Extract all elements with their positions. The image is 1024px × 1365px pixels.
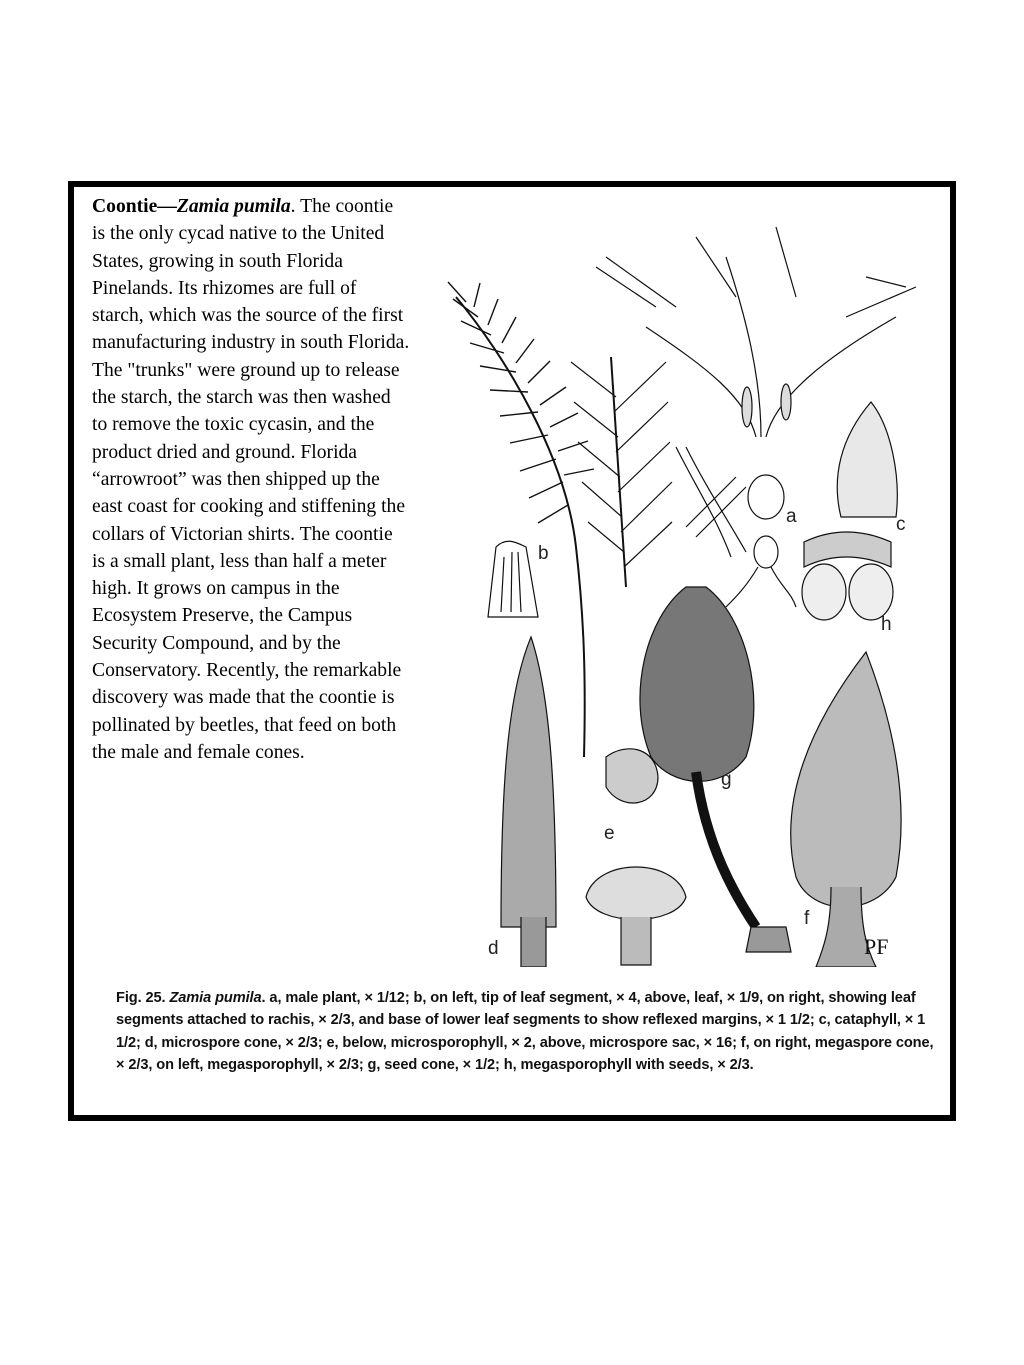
label-h: h [881, 614, 892, 635]
leaf-leaflets [448, 282, 594, 523]
cataphyll [837, 402, 897, 517]
label-e: e [604, 823, 615, 844]
artist-initials: PF [864, 934, 889, 959]
figure-caption [116, 987, 936, 1077]
label-g: g [721, 769, 732, 790]
label-a: a [786, 506, 797, 527]
common-name: Coontie— [92, 196, 177, 217]
label-c: c [896, 514, 906, 535]
botanical-illustration [446, 197, 936, 967]
figure-frame [68, 181, 956, 1121]
species-description [92, 193, 410, 766]
megasporophyll-h [802, 532, 893, 620]
scientific-name: Zamia pumila [176, 196, 291, 217]
caption-prefix: Fig. 25. [116, 990, 170, 1006]
description-body: . The coontie is the only cycad native to the United States, growing in south Florida Pinelands. Its rhizomes are full of starch, which was the source of the first manufacturing industry in south Florida. The "trunks" were ground up to release the starch, the starch was then washed to remove the toxic cycasin, and the product dried and ground. Florida “arrowroot” was then shipped up the east coast for cooking and stiffening the collars of Victorian shirts. The coontie is a small plant, less than half a meter high. It grows on campus in the Ecosystem Preserve, the Campus Security Compound, and by the Conservatory. Recently, the remarkable discovery was made that the coontie is pollinated by beetles, that feed on both the male and female cones. [92, 196, 410, 763]
label-d: d [488, 938, 499, 959]
label-f: f [804, 908, 810, 929]
caption-species: Zamia pumila [169, 990, 262, 1006]
microspore-cone-d [501, 637, 556, 967]
caption-text: . a, male plant, × 1/12; b, on left, tip of leaf segment, × 4, above, leaf, × 1/9, on right, showing leaf segments attached to rachis, × 2/3, and base of lower leaf segments to show reflexed margins, × 1 1/2; c, cataphyll, × 1 1/2; d, microspore cone, × 2/3; e, below, microsporophyll, × 2, above, microspore sac, × 16; f, on right, megaspore cone, × 2/3, on left, megasporophyll, × 2/3; g, seed cone, × 1/2; h, megasporophyll with seeds, × 2/3. [116, 990, 934, 1074]
label-b: b [538, 543, 549, 564]
